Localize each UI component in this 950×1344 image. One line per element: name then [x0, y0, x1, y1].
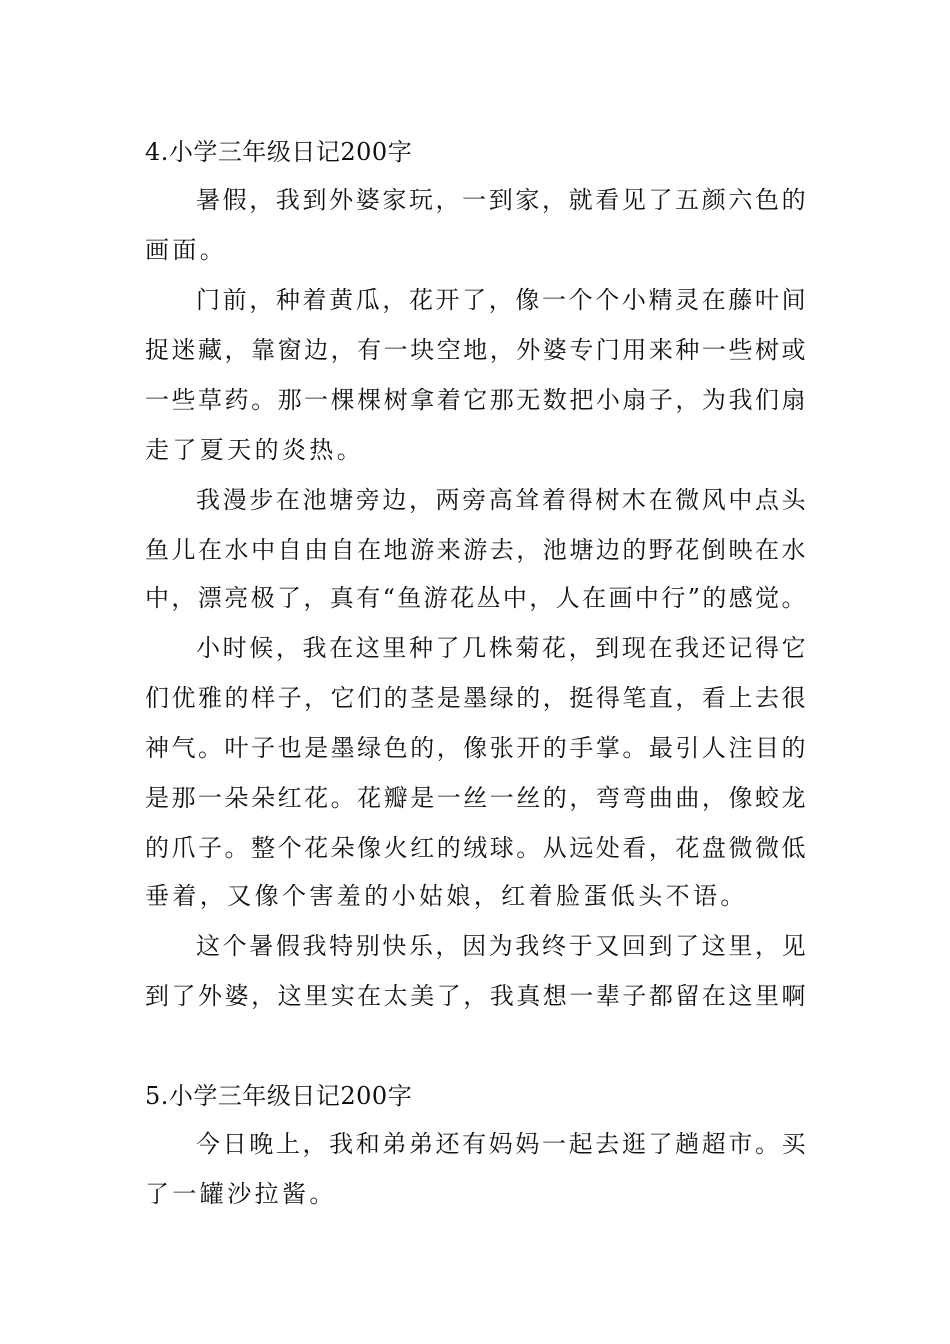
paragraph-line: 今日晚上，我和弟弟还有妈妈一起去逛了趟超市。买 — [196, 1130, 809, 1158]
paragraph-line: 这个暑假我特别快乐，因为我终于又回到了这里，见 — [196, 932, 809, 960]
paragraph-line: 的爪子。整个花朵像火红的绒球。从远处看，花盘微微低 — [145, 834, 808, 862]
paragraph-line: 中，漂亮极了，真有“鱼游花丛中，人在画中行”的感觉。 — [145, 584, 808, 612]
paragraph-line: 们优雅的样子，它们的茎是墨绿的，挺得笔直，看上去很 — [145, 684, 808, 712]
paragraph-line: 一些草药。那一棵棵树拿着它那无数把小扇子，为我们扇 — [145, 386, 808, 414]
paragraph-line: 画面。 — [145, 236, 228, 264]
paragraph-line: 走了夏天的炎热。 — [145, 436, 365, 464]
paragraph-line: 我漫步在池塘旁边，两旁高耸着得树木在微风中点头 — [196, 486, 809, 514]
section-title: 5.小学三年级日记200字 — [145, 1082, 413, 1110]
paragraph-line: 门前，种着黄瓜，花开了，像一个个小精灵在藤叶间 — [196, 286, 809, 314]
paragraph-line: 了一罐沙拉酱。 — [145, 1180, 337, 1208]
section-title: 4.小学三年级日记200字 — [145, 138, 413, 166]
paragraph-line: 是那一朵朵红花。花瓣是一丝一丝的，弯弯曲曲，像蛟龙 — [145, 784, 808, 812]
paragraph-line: 鱼儿在水中自由自在地游来游去，池塘边的野花倒映在水 — [145, 536, 808, 564]
paragraph-line: 捉迷藏，靠窗边，有一块空地，外婆专门用来种一些树或 — [145, 336, 808, 364]
paragraph-line: 神气。叶子也是墨绿色的，像张开的手掌。最引人注目的 — [145, 734, 808, 762]
paragraph-line: 到了外婆，这里实在太美了，我真想一辈子都留在这里啊 — [145, 982, 808, 1010]
paragraph-line: 暑假，我到外婆家玩，一到家，就看见了五颜六色的 — [196, 186, 809, 214]
paragraph-line: 垂着，又像个害羞的小姑娘，红着脸蛋低头不语。 — [145, 882, 748, 910]
paragraph-line: 小时候，我在这里种了几株菊花，到现在我还记得它 — [196, 634, 809, 662]
